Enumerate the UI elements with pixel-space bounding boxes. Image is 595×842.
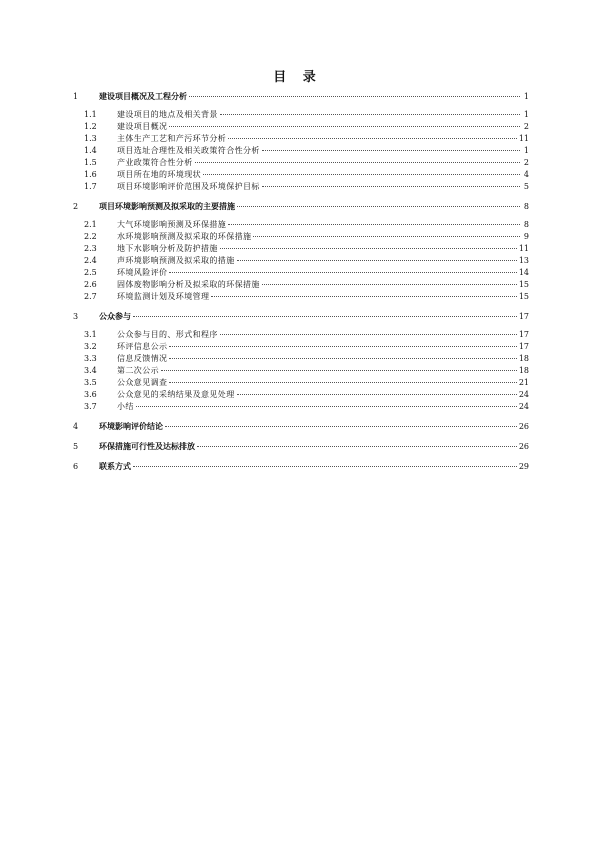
toc-entry-number: 6 [73, 462, 79, 471]
toc-entry-page: 14 [518, 268, 529, 277]
toc-entry-number: 1.3 [84, 134, 97, 143]
toc-entry-page: 2 [523, 158, 529, 167]
toc-entry-title: 声环境影响预测及拟采取的措施 [117, 256, 235, 265]
toc-entry-title: 联系方式 [99, 462, 131, 471]
toc-entry-page: 11 [518, 244, 529, 253]
toc-entry-title: 公众参与 [99, 312, 131, 321]
toc-entry-page: 1 [523, 92, 529, 101]
toc-entry-page: 15 [518, 292, 529, 301]
toc-entry-page: 9 [523, 232, 529, 241]
toc-leader-dots [136, 400, 517, 407]
toc-leader-dots [203, 168, 520, 175]
toc-entry-title: 水环境影响预测及拟采取的环保措施 [117, 232, 252, 241]
toc-entry-page: 1 [523, 146, 529, 155]
toc-entry-number: 2.4 [84, 256, 97, 265]
toc-entry-page: 2 [523, 122, 529, 131]
toc-leader-dots [161, 364, 517, 371]
toc-leader-dots [189, 90, 520, 97]
toc-leader-dots [237, 200, 520, 207]
toc-entry-number: 3.2 [84, 342, 97, 351]
toc-entry-page: 15 [518, 280, 529, 289]
toc-leader-dots [237, 254, 517, 261]
toc-entry-1[interactable] [67, 91, 529, 103]
toc-entry-title: 环评信息公示 [117, 342, 168, 351]
toc-entry-page: 13 [518, 256, 529, 265]
toc-entry-title: 建设项目概况 [117, 122, 168, 131]
toc-entry-title: 公众意见的采纳结果及意见处理 [117, 390, 235, 399]
toc-entry-number: 3 [73, 312, 79, 321]
toc-entry-title: 环境风险评价 [117, 268, 168, 277]
toc-entry-page: 17 [518, 330, 529, 339]
toc-entry-3[interactable] [67, 311, 529, 323]
toc-entry-title: 项目环境影响预测及拟采取的主要措施 [99, 202, 235, 211]
toc-entry-page: 4 [523, 170, 529, 179]
toc-section-5 [67, 441, 529, 453]
toc-entry-title: 项目环境影响评价范围及环境保护目标 [117, 182, 260, 191]
toc-entry-title: 公众参与目的、形式和程序 [117, 330, 218, 339]
toc-entry-page: 17 [518, 342, 529, 351]
toc-entry-number: 1.5 [84, 158, 97, 167]
toc-leader-dots [211, 290, 516, 297]
toc-entry-number: 2.1 [84, 220, 97, 229]
toc-leader-dots [228, 218, 520, 225]
toc-entry-number: 3.1 [84, 330, 97, 339]
toc-entry-page: 8 [523, 202, 529, 211]
toc-leader-dots [133, 310, 517, 317]
toc-entry-number: 3.5 [84, 378, 97, 387]
toc-entry-1-7[interactable] [67, 181, 529, 193]
toc-entry-number: 1 [73, 92, 79, 101]
toc-leader-dots [197, 440, 517, 447]
table-of-contents [67, 88, 529, 479]
toc-title: 目 录 [273, 70, 322, 85]
toc-entry-number: 2.2 [84, 232, 97, 241]
toc-entry-number: 2 [73, 202, 79, 211]
toc-entry-page: 24 [518, 402, 529, 411]
toc-entry-title: 产业政策符合性分析 [117, 158, 193, 167]
toc-entry-3-7[interactable] [67, 401, 529, 413]
toc-entry-page: 5 [523, 182, 529, 191]
toc-entry-title: 小结 [117, 402, 134, 411]
toc-entry-page: 18 [518, 366, 529, 375]
toc-leader-dots [220, 328, 517, 335]
toc-entry-number: 2.7 [84, 292, 97, 301]
toc-entry-6[interactable] [67, 461, 529, 473]
toc-leader-dots [169, 340, 516, 347]
toc-entry-title: 固体废物影响分析及拟采取的环保措施 [117, 280, 260, 289]
toc-leader-dots [195, 156, 520, 163]
toc-entry-number: 1.2 [84, 122, 97, 131]
toc-entry-4[interactable] [67, 421, 529, 433]
toc-leader-dots [262, 180, 520, 187]
toc-leader-dots [237, 388, 517, 395]
toc-leader-dots [220, 242, 517, 249]
toc-entry-5[interactable] [67, 441, 529, 453]
toc-entry-title: 项目所在地的环境现状 [117, 170, 201, 179]
toc-entry-page: 8 [523, 220, 529, 229]
toc-leader-dots [169, 352, 516, 359]
toc-leader-dots [262, 278, 517, 285]
toc-entry-title: 建设项目概况及工程分析 [99, 92, 187, 101]
toc-section-3 [67, 311, 529, 413]
toc-leader-dots [228, 132, 517, 139]
toc-entry-number: 1.1 [84, 110, 97, 119]
toc-entry-page: 1 [523, 110, 529, 119]
toc-entry-title: 主体生产工艺和产污环节分析 [117, 134, 227, 143]
toc-entry-number: 2.3 [84, 244, 97, 253]
toc-entry-2[interactable] [67, 201, 529, 213]
toc-entry-page: 24 [518, 390, 529, 399]
toc-entry-page: 11 [518, 134, 529, 143]
toc-entry-title: 信息反馈情况 [117, 354, 168, 363]
toc-section-4 [67, 421, 529, 433]
toc-entry-2-7[interactable] [67, 291, 529, 303]
toc-leader-dots [169, 120, 520, 127]
toc-entry-page: 17 [518, 312, 529, 321]
toc-leader-dots [165, 420, 517, 427]
toc-entry-number: 3.3 [84, 354, 97, 363]
toc-entry-number: 1.4 [84, 146, 97, 155]
toc-entry-page: 21 [518, 378, 529, 387]
toc-leader-dots [253, 230, 520, 237]
toc-entry-number: 3.7 [84, 402, 97, 411]
toc-entry-number: 3.6 [84, 390, 97, 399]
toc-entry-page: 26 [518, 442, 529, 451]
toc-section-6 [67, 461, 529, 473]
toc-entry-number: 2.6 [84, 280, 97, 289]
toc-entry-number: 5 [73, 442, 79, 451]
toc-entry-page: 18 [518, 354, 529, 363]
toc-section-2 [67, 201, 529, 303]
toc-entry-number: 1.6 [84, 170, 97, 179]
toc-entry-title: 环保措施可行性及达标排放 [99, 442, 195, 451]
toc-leader-dots [262, 144, 520, 151]
toc-entry-title: 大气环境影响预测及环保措施 [117, 220, 227, 229]
toc-entry-number: 2.5 [84, 268, 97, 277]
toc-entry-number: 4 [73, 422, 79, 431]
toc-entry-number: 1.7 [84, 182, 97, 191]
toc-leader-dots [133, 460, 517, 467]
toc-entry-number: 3.4 [84, 366, 97, 375]
toc-entry-title: 第二次公示 [117, 366, 159, 375]
toc-leader-dots [169, 376, 516, 383]
toc-entry-page: 29 [518, 462, 529, 471]
toc-entry-title: 环境监测计划及环境管理 [117, 292, 210, 301]
toc-leader-dots [169, 266, 516, 273]
toc-entry-title: 地下水影响分析及防护措施 [117, 244, 218, 253]
toc-leader-dots [220, 108, 520, 115]
toc-entry-page: 26 [518, 422, 529, 431]
toc-entry-title: 项目选址合理性及相关政策符合性分析 [117, 146, 260, 155]
toc-section-1 [67, 91, 529, 193]
toc-entry-title: 环境影响评价结论 [99, 422, 163, 431]
toc-entry-title: 建设项目的地点及相关背景 [117, 110, 218, 119]
toc-entry-title: 公众意见调查 [117, 378, 168, 387]
